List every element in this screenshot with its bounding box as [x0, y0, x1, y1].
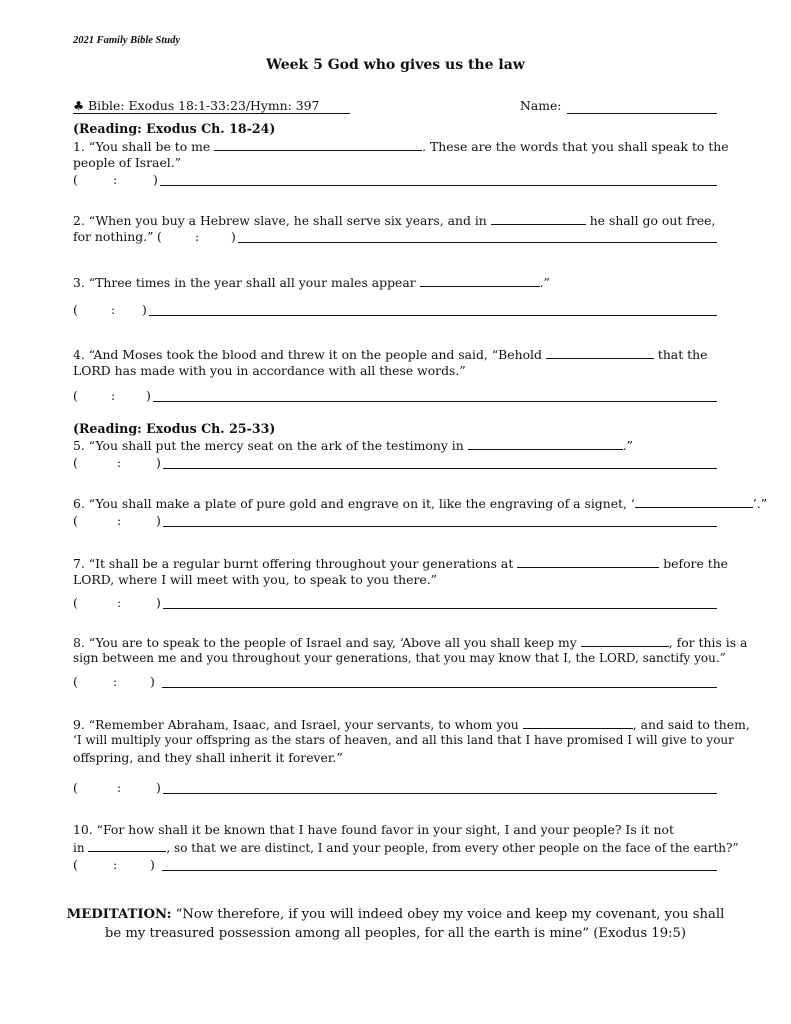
q1-reference-underline[interactable]	[160, 185, 717, 186]
ref-close: )	[153, 172, 158, 187]
ref-colon: :	[195, 229, 200, 244]
ref-colon: :	[113, 674, 118, 689]
q2-reference-underline[interactable]	[238, 242, 717, 243]
bible-reference: ♣ Bible: Exodus 18:1-33:23/Hymn: 397	[73, 98, 320, 113]
q1-text-b: . These are the words that you shall speak to the	[422, 139, 729, 154]
q3-text-a: 3. “Three times in the year shall all your males appear	[73, 275, 416, 290]
q9-text-a: 9. “Remember Abraham, Isaac, and Israel, your servants, to whom you	[73, 717, 519, 732]
q9-text-d: offspring, and they shall inherit it forever.”	[73, 750, 343, 765]
ref-colon: :	[117, 455, 122, 470]
question-9	[73, 716, 750, 732]
q5-text-b: .”	[622, 438, 633, 453]
ref-close: )	[150, 857, 155, 872]
q10-text-b: in	[73, 841, 85, 855]
question-10: 10. “For how shall it be known that I have found favor in your sight, I and your people? Is it not	[73, 822, 674, 837]
question-4	[73, 346, 707, 362]
q8-text-c: sign between me and you throughout your generations, that you may know that I, the LORD, sanctify you.”	[73, 651, 726, 665]
q6-answer-blank[interactable]	[635, 495, 753, 508]
ref-open: (	[73, 595, 78, 610]
q10-answer-blank[interactable]	[88, 839, 166, 852]
q6-text-b: ’.”	[752, 496, 768, 511]
q9-text-c: ‘I will multiply your offspring as the stars of heaven, and all this land that I have promised I will give to your	[73, 733, 734, 747]
q1-text-a: 1. “You shall be to me	[73, 139, 211, 154]
ref-colon: :	[111, 388, 116, 403]
q3-reference-underline[interactable]	[149, 315, 717, 316]
question-6	[73, 495, 767, 511]
q4-text-c: LORD has made with you in accordance with all these words.”	[73, 363, 466, 378]
name-field[interactable]	[567, 113, 717, 114]
bible-underline	[73, 113, 350, 114]
ref-colon: :	[113, 172, 118, 187]
question-2	[73, 212, 715, 228]
question-8	[73, 634, 747, 650]
ref-colon: :	[117, 595, 122, 610]
ref-colon: :	[113, 857, 118, 872]
question-3	[73, 274, 550, 290]
ref-close: )	[146, 388, 151, 403]
ref-open: (	[73, 513, 78, 528]
ref-close: )	[156, 780, 161, 795]
q8-answer-blank[interactable]	[581, 634, 669, 647]
ref-open: (	[73, 388, 78, 403]
q10-reference-underline[interactable]	[162, 870, 717, 871]
ref-colon: :	[117, 780, 122, 795]
q10-text-c: , so that we are distinct, I and your people, from every other people on the face of the earth?”	[166, 841, 739, 855]
q5-reference-underline[interactable]	[163, 468, 717, 469]
ref-close: )	[156, 595, 161, 610]
q8-text-b: , for this is a	[668, 635, 748, 650]
q2-text-b: he shall go out free,	[589, 213, 716, 228]
ref-close: )	[156, 455, 161, 470]
meditation-line-2: be my treasured possession among all peoples, for all the earth is mine” (Exodus 19:5)	[104, 926, 687, 941]
meditation	[0, 906, 791, 924]
ref-colon: :	[117, 513, 122, 528]
question-1	[73, 138, 729, 154]
q5-text-a: 5. “You shall put the mercy seat on the ark of the testimony in	[73, 438, 464, 453]
name-label: Name:	[520, 98, 562, 113]
question-7	[73, 555, 728, 571]
ref-close: )	[156, 513, 161, 528]
q6-text-a: 6. “You shall make a plate of pure gold and engrave on it, like the engraving of a signet, ‘	[73, 496, 635, 511]
study-header: 2021 Family Bible Study	[73, 35, 181, 46]
q8-reference-underline[interactable]	[162, 687, 717, 688]
q7-text-a: 7. “It shall be a regular burnt offering throughout your generations at	[73, 556, 514, 571]
q4-reference-underline[interactable]	[153, 401, 717, 402]
reading-section-1: (Reading: Exodus Ch. 18-24)	[73, 121, 276, 136]
q7-answer-blank[interactable]	[517, 555, 659, 568]
ref-open: (	[73, 172, 78, 187]
q4-text-b: that the	[657, 347, 708, 362]
q3-text-b: .”	[539, 275, 550, 290]
q7-reference-underline[interactable]	[163, 608, 717, 609]
q9-text-b: , and said to them,	[632, 717, 750, 732]
q8-text-a: 8. “You are to speak to the people of Israel and say, ‘Above all you shall keep my	[73, 635, 577, 650]
q2-answer-blank[interactable]	[491, 212, 586, 225]
meditation-label: MEDITATION:	[66, 907, 172, 922]
q7-text-c: LORD, where I will meet with you, to speak to you there.”	[73, 572, 437, 587]
q9-answer-blank[interactable]	[523, 716, 633, 729]
page-title: Week 5 God who gives us the law	[266, 57, 525, 73]
q1-text-c: people of Israel.”	[73, 155, 182, 170]
ref-open: (	[73, 455, 78, 470]
q2-text-a: 2. “When you buy a Hebrew slave, he shall serve six years, and in	[73, 213, 487, 228]
q1-answer-blank[interactable]	[214, 138, 422, 151]
ref-open: (	[73, 674, 78, 689]
q6-reference-underline[interactable]	[163, 526, 717, 527]
q9-reference-underline[interactable]	[163, 793, 717, 794]
reading-section-2: (Reading: Exodus Ch. 25-33)	[73, 421, 276, 436]
question-5	[73, 437, 633, 453]
q7-text-b: before the	[663, 556, 729, 571]
q2-text-c: for nothing.”	[73, 229, 154, 244]
q5-answer-blank[interactable]	[468, 437, 623, 450]
ref-colon: :	[111, 302, 116, 317]
ref-open: (	[73, 780, 78, 795]
ref-open: (	[73, 302, 78, 317]
meditation-line-1: “Now therefore, if you will indeed obey my voice and keep my covenant, you shall	[171, 907, 725, 922]
q4-answer-blank[interactable]	[546, 346, 654, 359]
ref-close: )	[142, 302, 147, 317]
ref-close: )	[150, 674, 155, 689]
ref-open: (	[73, 857, 78, 872]
ref-open: (	[157, 229, 162, 244]
ref-close: )	[231, 229, 236, 244]
q4-text-a: 4. “And Moses took the blood and threw it on the people and said, “Behold	[73, 347, 542, 362]
q3-answer-blank[interactable]	[420, 274, 540, 287]
q10-line-2	[73, 839, 739, 856]
